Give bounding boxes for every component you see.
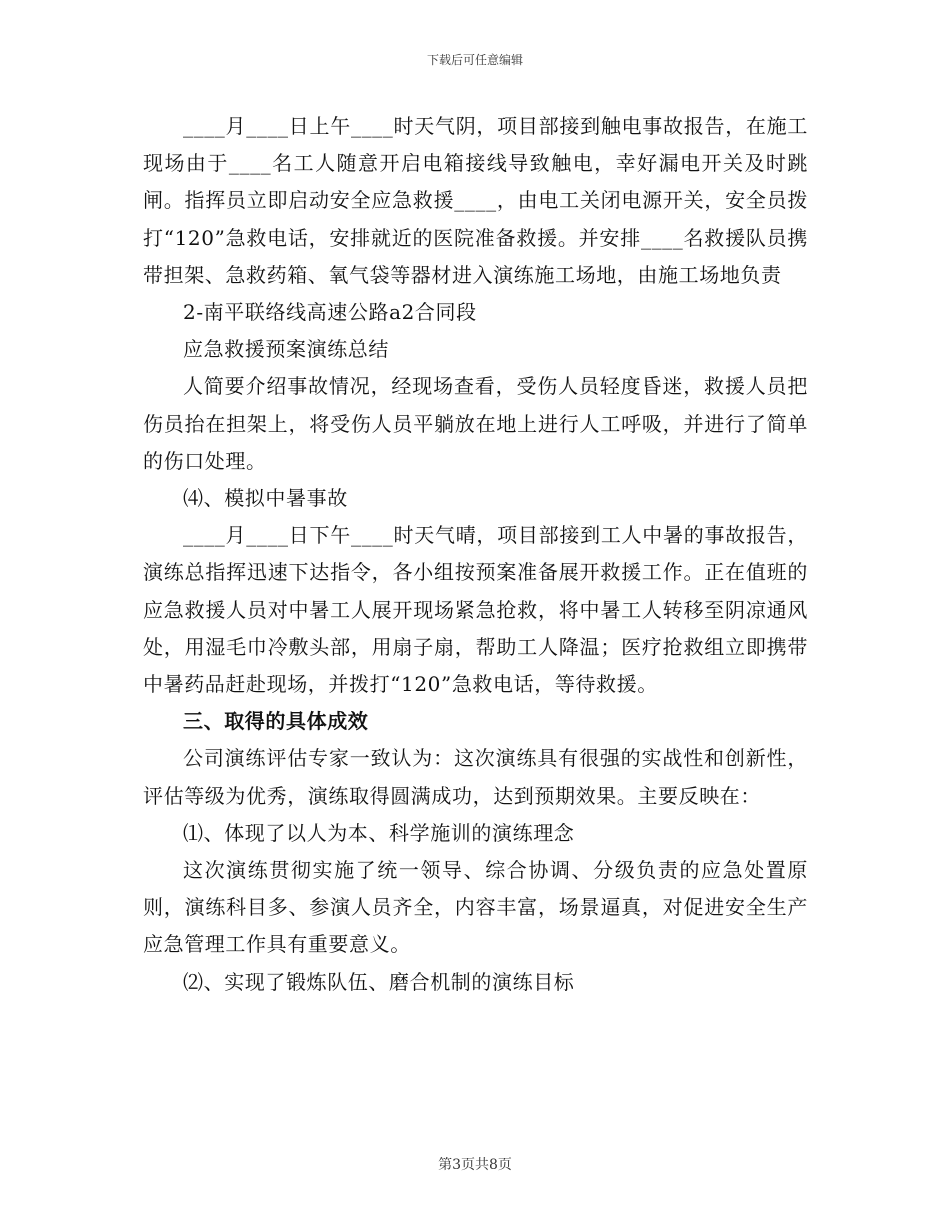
page-header-note: 下载后可任意编辑 bbox=[426, 53, 523, 67]
paragraph-heatstroke-drill: ____月____日下午____时天气晴，项目部接到工人中暑的事故报告，演练总指挥迅速下达指令，各小组按预案准备展开救援工作。正在值班的应急救援人员对中暑工人展开现场紧急抢救，将中暑工人转移至阴凉通风处，用湿毛巾冷敷头部，用扇子扇，帮助工人降温；医疗抢救组立即携带中暑药品赶赴现场，并拨打“120”急救电话，等待救援。 bbox=[143, 523, 808, 697]
section-heading-results: 三、取得的具体成效 bbox=[183, 709, 369, 734]
paragraph-heatstroke-subtitle: ⑷、模拟中暑事故 bbox=[183, 486, 348, 511]
paragraph-point-1-body: 这次演练贯彻实施了统一领导、综合协调、分级负责的应急处置原则，演练科目多、参演人员齐全，内容丰富，场景逼真，对促进安全生产应急管理工作具有重要意义。 bbox=[143, 858, 808, 957]
paragraph-injury-handling: 人简要介绍事故情况，经现场查看，受伤人员轻度昏迷，救援人员把伤员抬在担架上，将受伤人员平躺放在地上进行人工呼吸，并进行了简单的伤口处理。 bbox=[143, 374, 808, 473]
paragraph-summary-title: 应急救援预案演练总结 bbox=[183, 337, 389, 362]
paragraph-project-section: 2-南平联络线高速公路a2合同段 bbox=[183, 300, 477, 325]
paragraph-point-1-title: ⑴、体现了以人为本、科学施训的演练理念 bbox=[183, 820, 575, 845]
document-body bbox=[143, 108, 808, 1001]
page-number: 第3页共8页 bbox=[438, 1157, 512, 1173]
paragraph-point-2-title: ⑵、实现了锻炼队伍、磨合机制的演练目标 bbox=[183, 969, 575, 994]
paragraph-expert-evaluation: 公司演练评估专家一致认为：这次演练具有很强的实战性和创新性，评估等级为优秀，演练取得圆满成功，达到预期效果。主要反映在： bbox=[143, 746, 808, 808]
paragraph-electric-shock-drill: ____月____日上午____时天气阴，项目部接到触电事故报告，在施工现场由于____名工人随意开启电箱接线导致触电，幸好漏电开关及时跳闸。指挥员立即启动安全应急救援____，由电工关闭电源开关，安全员拨打“120”急救电话，安排就近的医院准备救援。并安排____名救援队员携带担架、急救药箱、氧气袋等器材进入演练施工场地，由施工场地负责 bbox=[143, 114, 808, 287]
